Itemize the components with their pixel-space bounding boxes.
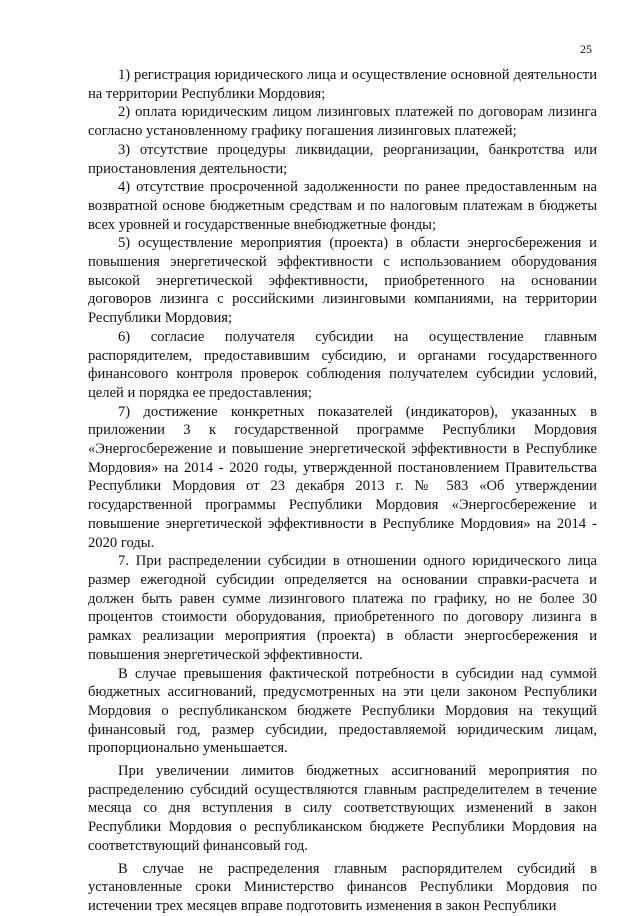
page-number: 25 [580,42,592,56]
paragraph-limits-increase: При увеличении лимитов бюджетных ассигнований мероприятия по распределению субсидий осуществляются главным распределителем в течение месяца со дня вступления в силу соответствующих изменений в закон Республики Мордовия о республиканском бюджете Республики Мордовия на соответствующий финансовый год. [88,763,597,854]
paragraph-condition-5: 5) осуществление мероприятия (проекта) в области энергосбережения и повышения энергетической эффективности с использованием оборудования высокой энергетической эффективности, приобретенного на основании договоров лизинга с российскими лизинговыми компаниями, на территории Республики Мордовия; [88,235,597,327]
paragraph-condition-2: 2) оплата юридическим лицом лизинговых платежей по договорам лизинга согласно установленному графику погашения лизинговых платежей; [88,104,597,140]
paragraph-non-distribution: В случае не распределения главным распорядителем субсидий в установленные сроки Министерство финансов Республики Мордовия по истечении трех месяцев вправе подготовить изменения в закон Республики [88,860,597,914]
paragraph-condition-3: 3) отсутствие процедуры ликвидации, реорганизации, банкротства или приостановления деятельности; [88,141,597,177]
paragraph-excess-need: В случае превышения фактической потребности в субсидии над суммой бюджетных ассигнований, предусмотренных на эти цели законом Республики Мордовия о республиканском бюджете Республики Мордовия на текущий финансовый год, размер субсидии, предоставляемой юридическим лицам, пропорционально уменьшается. [88,665,597,757]
paragraph-clause-7: 7. При распределении субсидии в отношении одного юридического лица размер ежегодной субсидии определяется на основании справки-расчета и должен быть равен сумме лизингового платежа по графику, но не более 30 процентов стоимости оборудования, приобретенного по договору лизинга в рамках реализации мероприятия (проекта) в области энергосбережения и повышения энергетической эффективности. [88,553,597,663]
document-body [88,66,597,916]
paragraph-condition-6: 6) согласие получателя субсидии на осуществление главным распорядителем, предоставившим субсидию, и органами государственного финансового контроля проверок соблюдения получателем субсидии условий, целей и порядка ее предоставления; [88,328,597,401]
paragraph-condition-4: 4) отсутствие просроченной задолженности по ранее предоставленным на возвратной основе бюджетным средствам и по налоговым платежам в бюджеты всех уровней и государственные внебюджетные фонды; [88,179,597,233]
paragraph-condition-7: 7) достижение конкретных показателей (индикаторов), указанных в приложении 3 к государственной программе Республики Мордовия «Энергосбережение и повышение энергетической эффективности в Республике Мордовия» на 2014 - 2020 годы, утвержденной постановлением Правительства Республики Мордовия от 23 декабря 2013 г. № 583 «Об утверждении государственной программы Республики Мордовия «Энергосбережение и повышение энергетической эффективности в Республике Мордовия» на 2014 - 2020 годы. [88,403,597,551]
paragraph-condition-1: 1) регистрация юридического лица и осуществление основной деятельности на территории Республики Мордовия; [88,67,597,102]
